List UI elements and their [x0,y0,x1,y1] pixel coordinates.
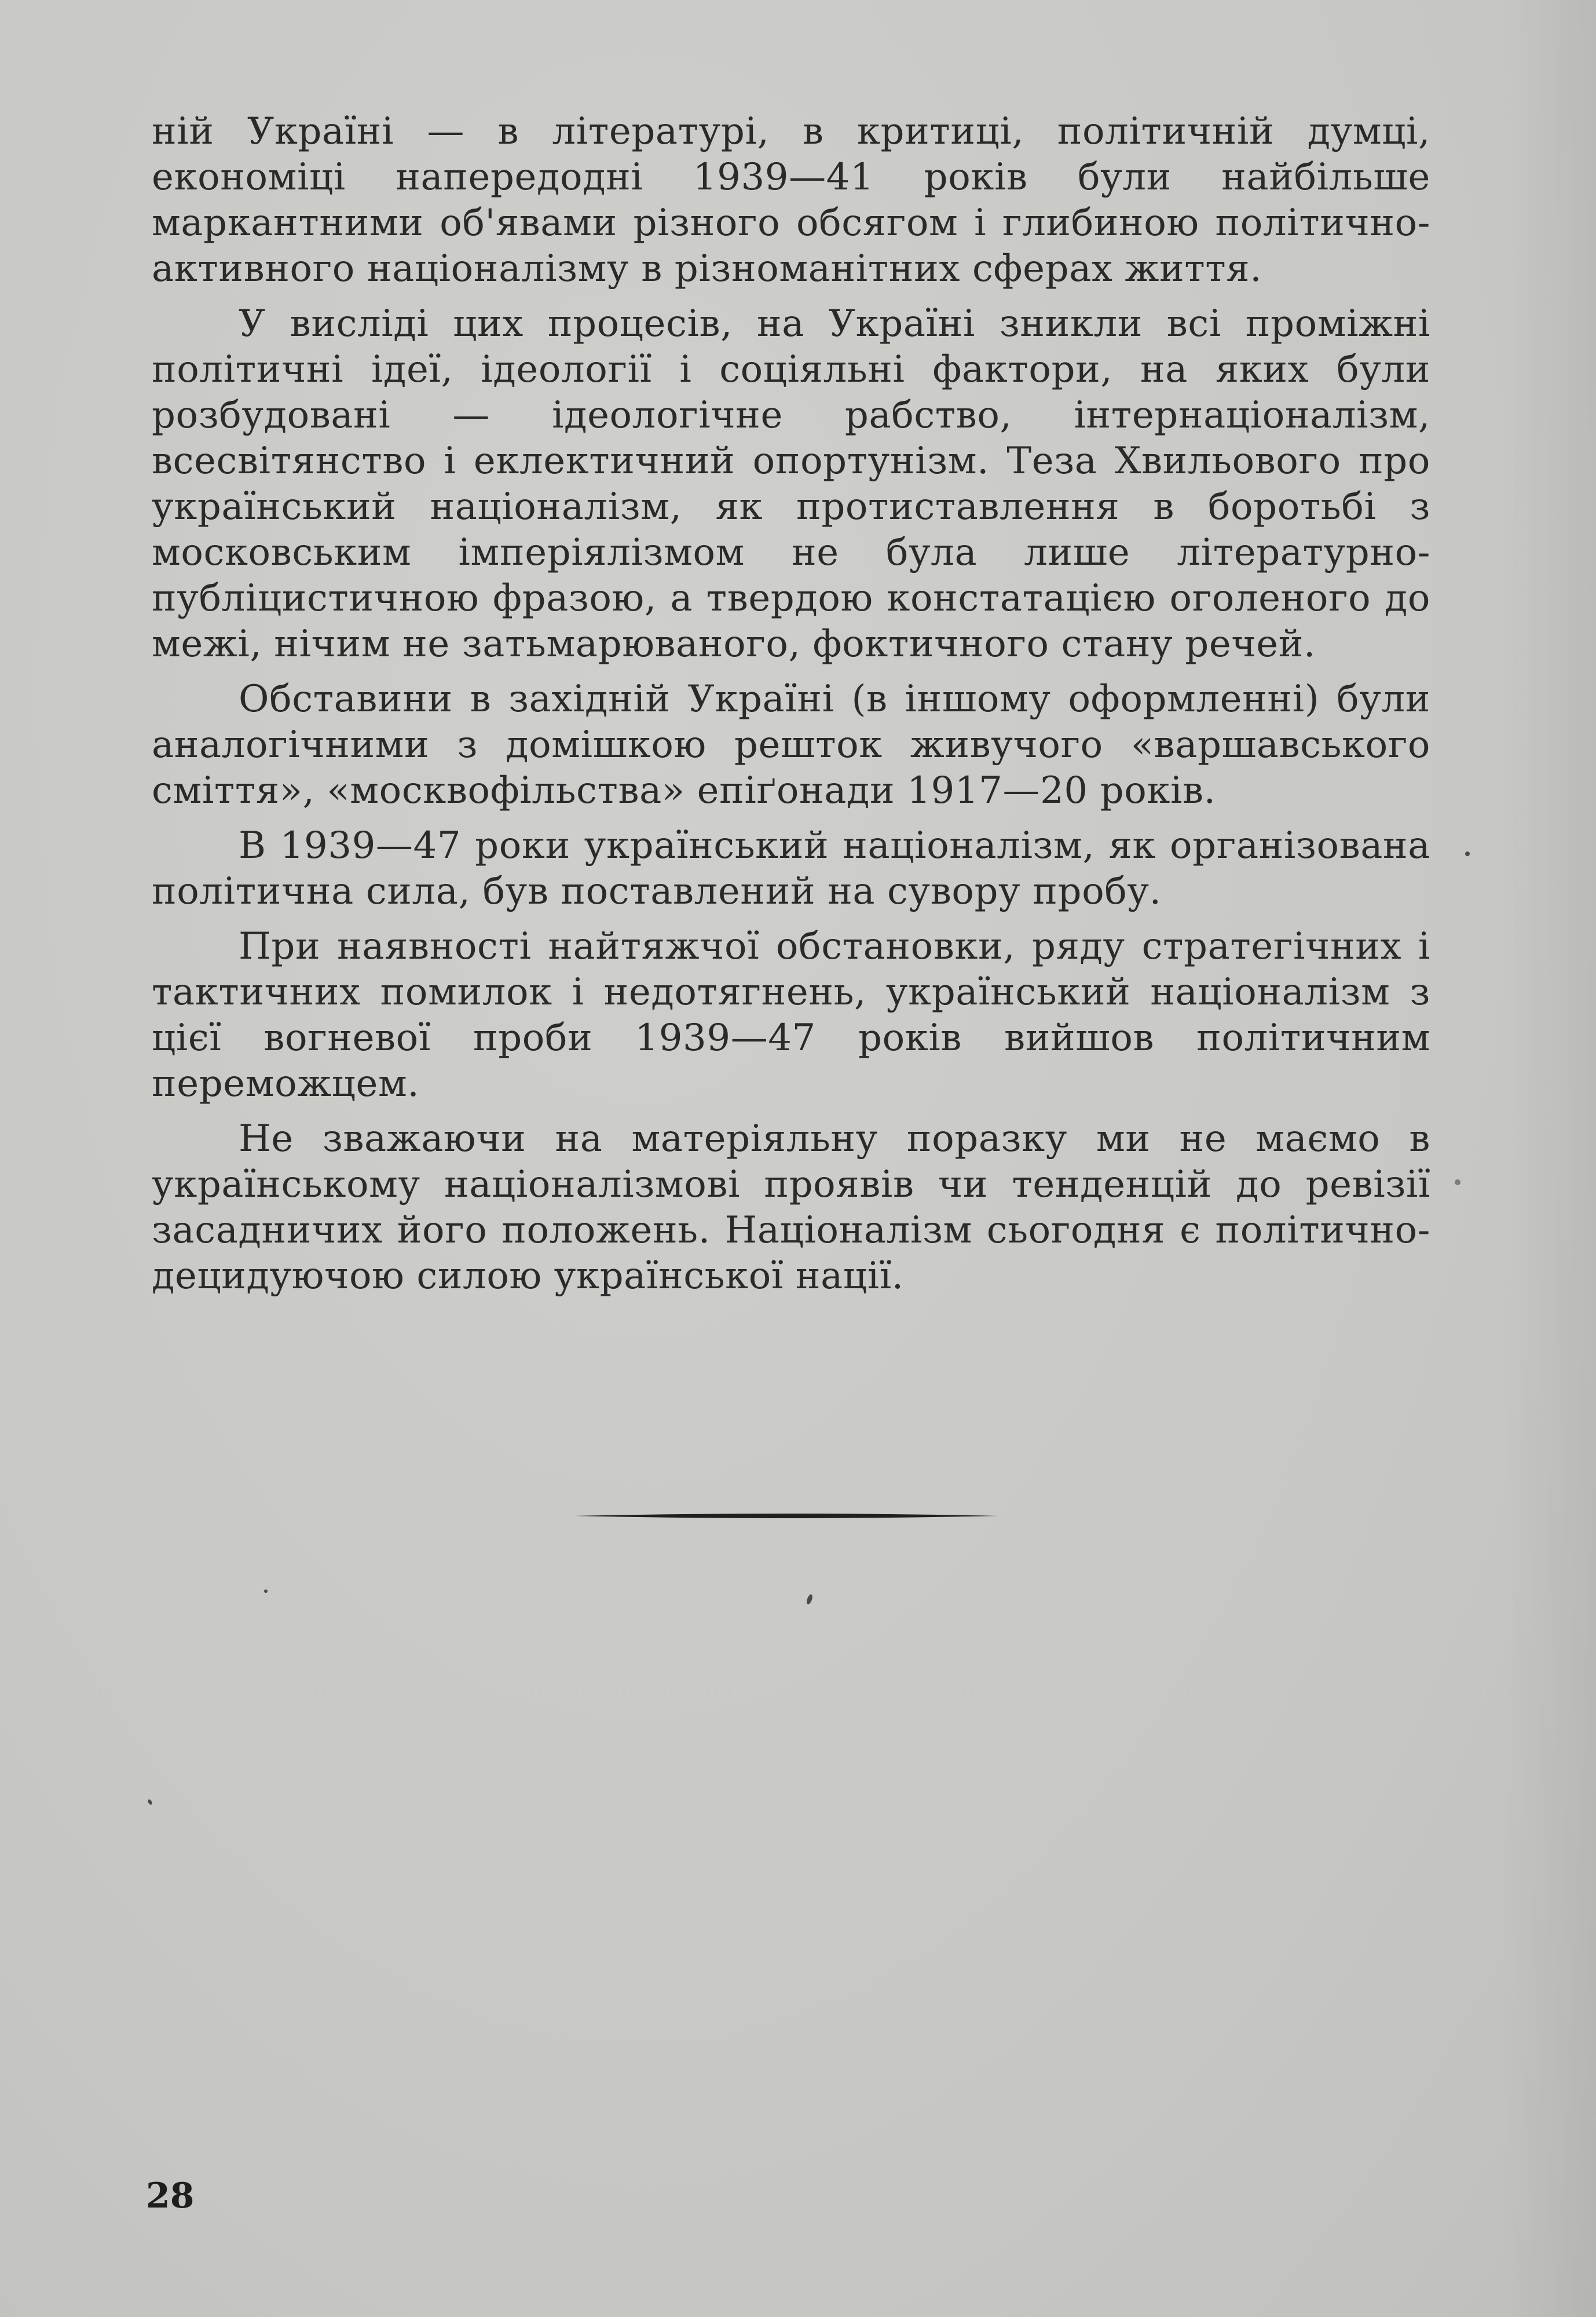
section-end-rule [575,1512,998,1520]
paper-speck [264,1589,268,1593]
paper-speck [1455,1179,1460,1185]
paragraph: При наявності найтяжчої обстановки, ряду стратегічних і тактичних помилок і недотягнень, український націоналізм з цієї вогневої проби 1939—47 років вийшов політичним переможцем. [152,925,1430,1105]
paper-speck [147,1799,153,1806]
paragraph: Не зважаючи на матеріяльну поразку ми не маємо в українському націоналізмові проявів чи тенденцій до ревізії засадничих його положень. Націоналізм сьогодня є політично-децидуючою силою української нації. [152,1117,1430,1298]
paragraph: Обставини в західній Україні (в іншому оформленні) були аналогічними з домішкою решток живучого «варшавського сміття», «москвофільства» епіґонади 1917—20 років. [152,678,1430,812]
body-text [152,109,1430,1309]
paragraph-continuation: ній Україні — в літературі, в критиці, політичній думці, економіці напередодні 1939—41 років були найбільше маркантними об'явами різного обсягом і глибиною політично-активного націоналізму в різноманітних сферах життя. [152,110,1430,290]
paper-speck [806,1594,814,1605]
page-number: 28 [146,2176,195,2216]
paragraph: В 1939—47 роки український націоналізм, як організована політична сила, був поставлений на сувору пробу. [152,824,1430,913]
paper-speck [1465,851,1470,856]
paragraph: У висліді цих процесів, на Україні зникли всі проміжні політичні ідеї, ідеології і соціяльні фактори, на яких були розбудовані — ідеологічне рабство, інтернаціоналізм, всесвітянство і еклектичний опортунізм. Теза Хвильового про український націоналізм, як протиставлення в боротьбі з московським імперіялізмом не була лише літературно-публіцистичною фразою, а твердою констатацією оголеного до межі, нічим не затьмарюваного, фоктичного стану речей. [152,302,1430,666]
tapered-rule-icon [575,1512,998,1520]
